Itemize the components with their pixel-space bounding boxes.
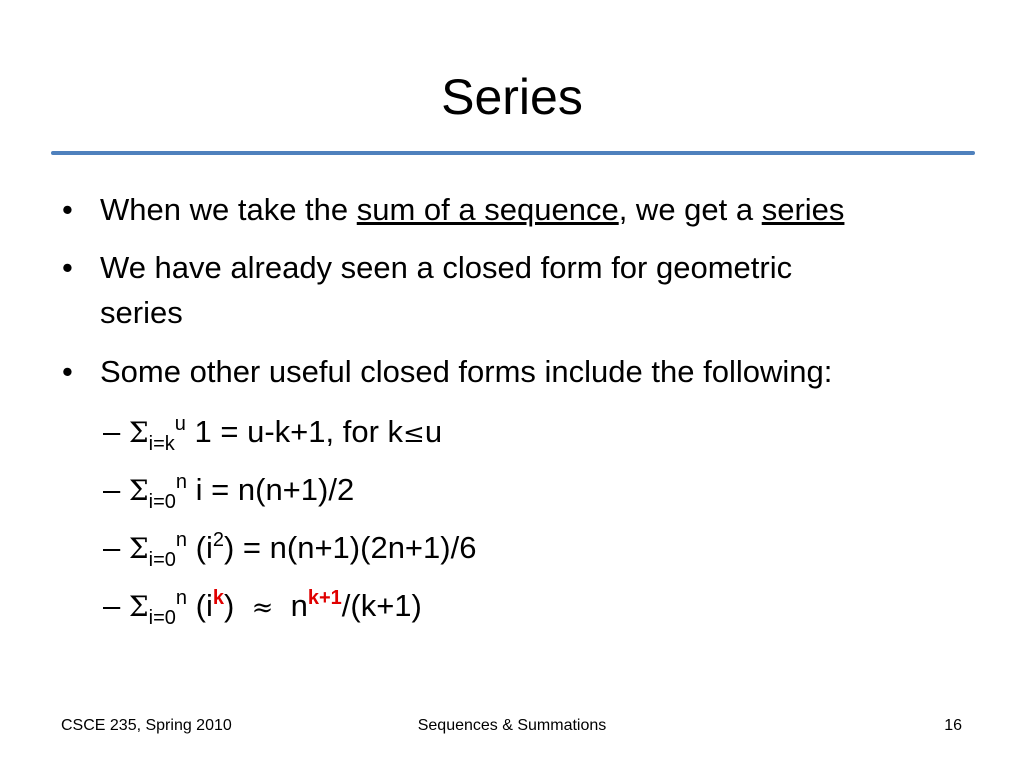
slide-title: Series (441, 69, 583, 125)
lower-bound: i=0 (148, 549, 176, 571)
formula-2 (103, 468, 354, 513)
bullet-marker: • (62, 250, 73, 285)
term-sum-of-sequence: sum of a sequence (356, 192, 619, 227)
upper-bound: u (174, 413, 186, 435)
exponent: 2 (212, 529, 224, 551)
bullet-marker: • (62, 354, 73, 389)
bullet-marker: • (62, 192, 73, 227)
text-segment: When we take the (100, 192, 357, 227)
sigma-symbol: Σ (128, 416, 149, 449)
slide-number: 16 (944, 717, 962, 734)
sigma-symbol: Σ (128, 532, 149, 565)
formula-text: i = n(n+1)/2 (187, 472, 355, 507)
title-divider (51, 151, 975, 155)
dash-marker: – (103, 414, 121, 449)
upper-bound: n (175, 471, 188, 493)
formula-text: n (273, 588, 308, 623)
dash-marker: – (103, 472, 121, 507)
formula-text: ) = n(n+1)(2n+1)/6 (224, 530, 477, 565)
bullet-text (100, 188, 844, 232)
formula-text: /(k+1) (341, 588, 422, 623)
sigma-symbol: Σ (128, 474, 149, 507)
formula-text: ) (224, 588, 252, 623)
formula-3 (103, 526, 476, 571)
dash-marker: – (103, 530, 121, 565)
formula-text: u (424, 414, 443, 449)
term-series: series (761, 192, 845, 227)
formula-1 (103, 410, 442, 456)
footer-topic: Sequences & Summations (417, 717, 607, 734)
sigma-symbol: Σ (128, 590, 149, 623)
formula-text: (i (187, 530, 213, 565)
bullet-text-line1: We have already seen a closed form for geometric (100, 250, 793, 285)
upper-bound: n (175, 587, 188, 609)
lower-bound: i=0 (148, 491, 176, 513)
lower-bound: i=0 (148, 607, 176, 629)
bullet-text: Some other useful closed forms include the following: (100, 354, 833, 389)
dash-marker: – (103, 588, 121, 623)
approx-symbol: ≈ (251, 593, 274, 623)
bullet-text-line2: series (100, 295, 183, 330)
exponent-highlight: k+1 (307, 587, 342, 609)
leq-symbol: ≤ (403, 419, 425, 449)
formula-text: 1 = u-k+1, for k (185, 414, 404, 449)
formula-text: (i (187, 588, 213, 623)
formula-4 (103, 584, 422, 630)
exponent-highlight: k (212, 587, 224, 609)
upper-bound: n (175, 529, 188, 551)
text-segment: , we get a (618, 192, 762, 227)
lower-bound: i=k (148, 433, 175, 455)
footer-course: CSCE 235, Spring 2010 (61, 717, 232, 734)
